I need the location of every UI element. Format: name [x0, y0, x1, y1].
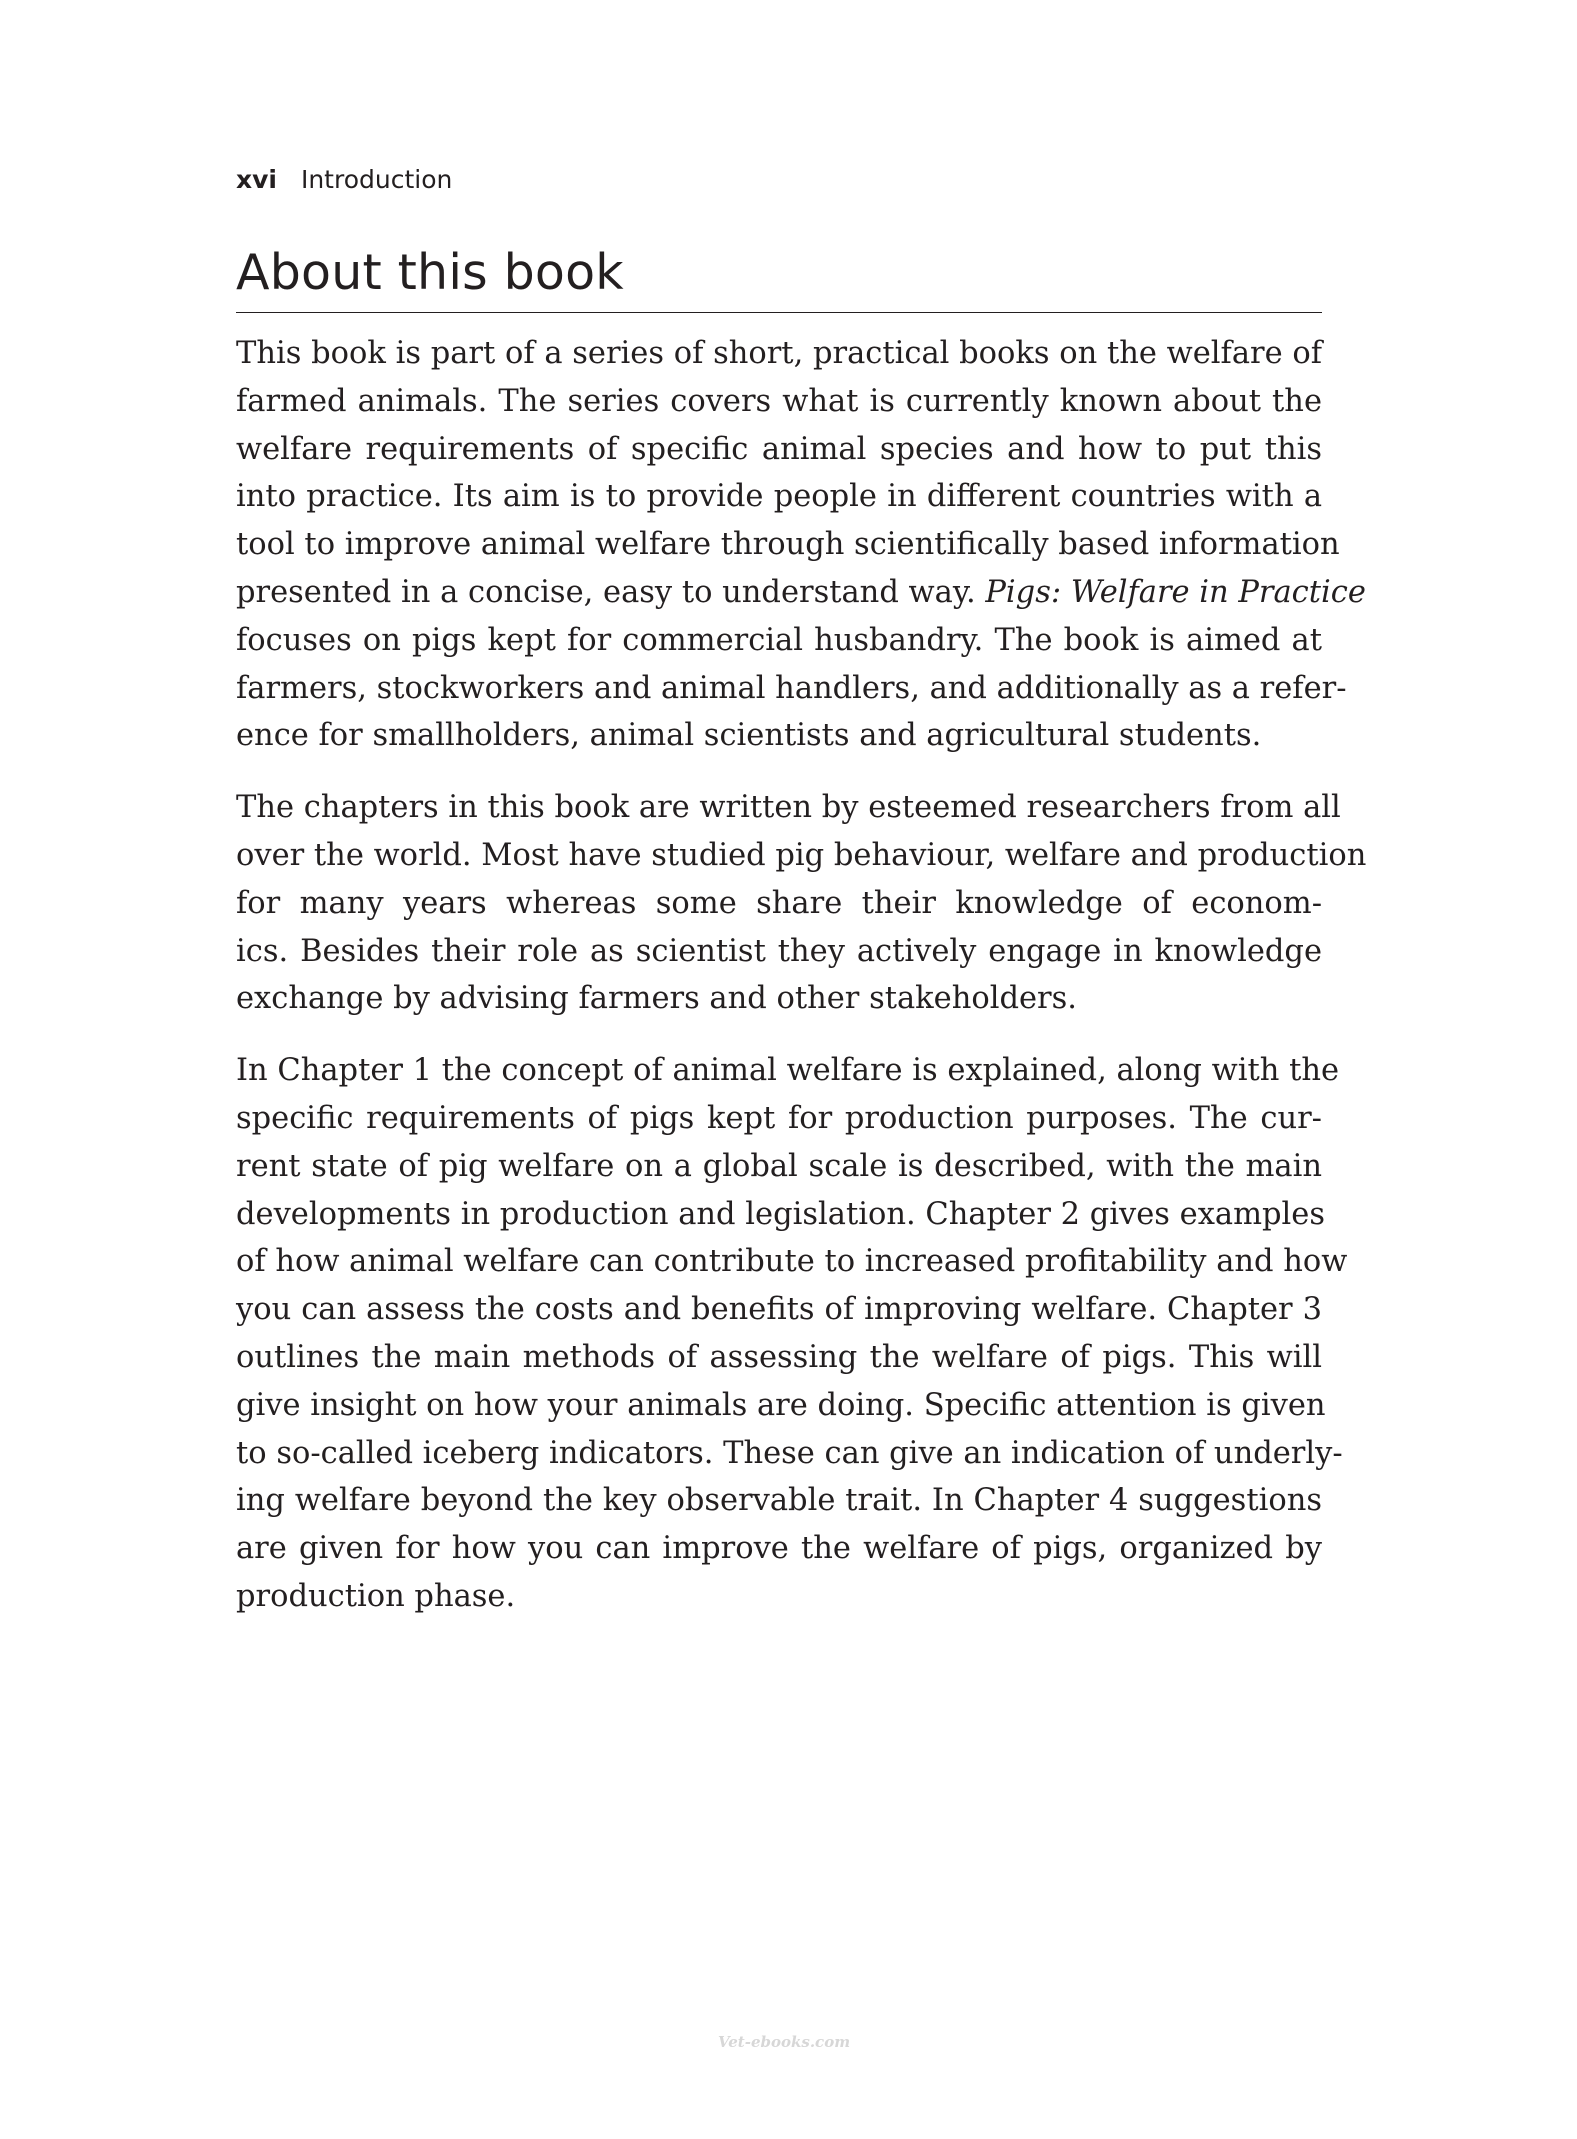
text-line: ence for smallholders, animal scientists and agricultural students. — [236, 718, 1262, 754]
text-line: ing welfare beyond the key observable trait. In Chapter 4 suggestions — [236, 1483, 1322, 1519]
paragraph-about-series — [236, 330, 1366, 760]
paragraph-chapter-overview — [236, 1047, 1348, 1621]
text-line: rent state of pig welfare on a global scale is described, with the main — [236, 1148, 1322, 1184]
text-line-with-title — [236, 569, 1366, 617]
running-head-section: Introduction — [300, 165, 453, 194]
text-line: into practice. Its aim is to provide people in different countries with a — [236, 479, 1322, 515]
text-line: production phase. — [236, 1578, 516, 1614]
text-line: for many years whereas some share their knowledge of econom- — [236, 885, 1322, 921]
text-line: of how animal welfare can contribute to increased profitability and how — [236, 1244, 1348, 1280]
text-line: presented in a concise, easy to understand way. — [236, 574, 976, 610]
text-line: to so-called iceberg indicators. These can give an indication of underly- — [236, 1435, 1343, 1471]
text-line: focuses on pigs kept for commercial husbandry. The book is aimed at — [236, 622, 1322, 658]
text-line: give insight on how your animals are doing. Specific attention is given — [236, 1387, 1326, 1423]
text-line: In Chapter 1 the concept of animal welfare is explained, along with the — [236, 1053, 1340, 1089]
text-line: specific requirements of pigs kept for production purposes. The cur- — [236, 1100, 1322, 1136]
heading-rule — [236, 312, 1322, 313]
text-line: over the world. Most have studied pig behaviour, welfare and production — [236, 837, 1367, 873]
text-line: farmers, stockworkers and animal handlers, and additionally as a refer- — [236, 670, 1347, 706]
text-line: developments in production and legislation. Chapter 2 gives examples — [236, 1196, 1325, 1232]
text-line: you can assess the costs and benefits of improving welfare. Chapter 3 — [236, 1292, 1322, 1328]
paragraph-about-authors — [236, 784, 1367, 1023]
text-line: farmed animals. The series covers what is currently known about the — [236, 383, 1322, 419]
book-title: Pigs: Welfare in Practice — [985, 574, 1366, 610]
text-line: welfare requirements of specific animal species and how to put this — [236, 431, 1322, 467]
text-line: exchange by advising farmers and other stakeholders. — [236, 981, 1077, 1017]
text-line: The chapters in this book are written by esteemed researchers from all — [236, 790, 1341, 826]
text-line: are given for how you can improve the welfare of pigs, organized by — [236, 1531, 1322, 1567]
text-line: ics. Besides their role as scientist they actively engage in knowledge — [236, 933, 1322, 969]
watermark-logo: Vet-ebooks.com — [718, 2033, 851, 2051]
section-heading: About this book — [236, 244, 624, 301]
text-line: This book is part of a series of short, practical books on the welfare of — [236, 336, 1322, 371]
text-line: outlines the main methods of assessing the welfare of pigs. This will — [236, 1339, 1322, 1375]
running-head — [236, 163, 452, 197]
text-line: tool to improve animal welfare through scientifically based information — [236, 527, 1340, 563]
page-number: xvi — [236, 165, 277, 194]
body-text — [236, 330, 1367, 1645]
